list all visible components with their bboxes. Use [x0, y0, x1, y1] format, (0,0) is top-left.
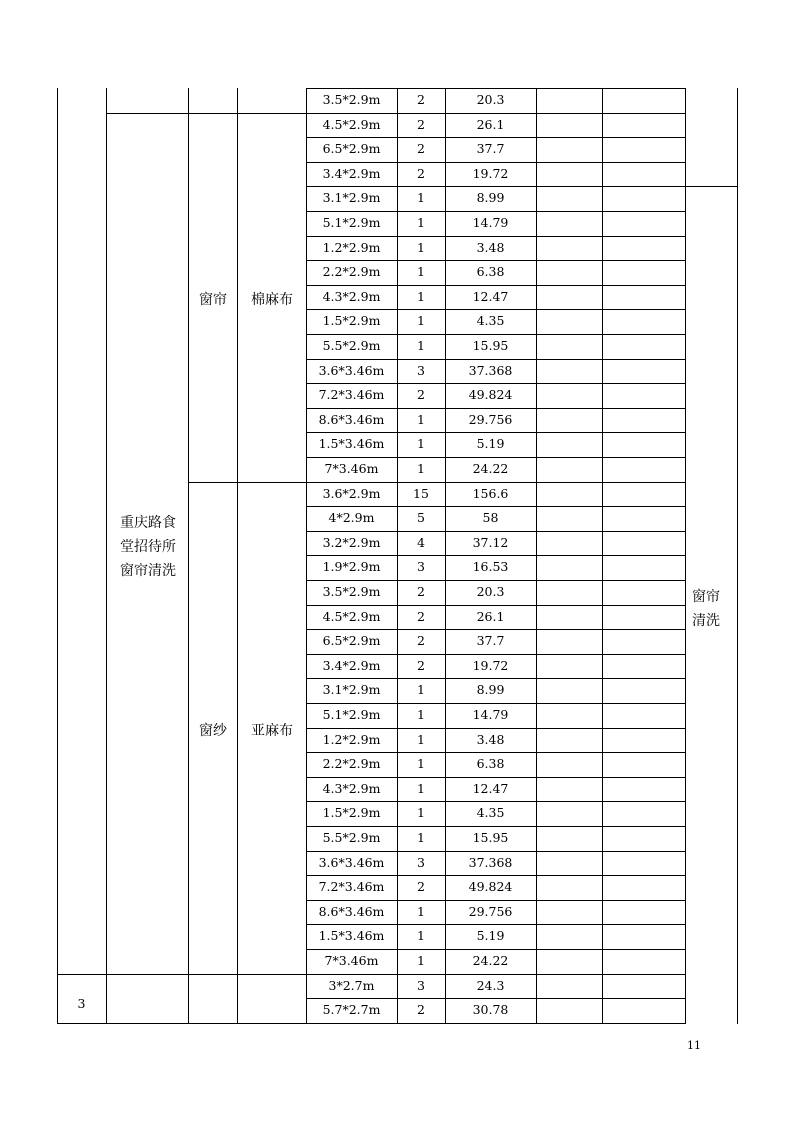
row-rule [306, 851, 686, 852]
cell-size: 1.5*3.46m [318, 928, 385, 943]
row-rule [306, 285, 686, 286]
cell-qty: 15 [413, 486, 429, 501]
cell-size: 6.5*2.9m [322, 633, 381, 648]
cell-area: 8.99 [476, 190, 505, 205]
cell-size: 3.6*3.46m [318, 855, 385, 870]
page-number: 11 [687, 1039, 701, 1052]
cell-size: 3.1*2.9m [322, 682, 381, 697]
row-rule [306, 334, 686, 335]
row-rule [306, 924, 686, 925]
cell-qty: 1 [417, 264, 425, 279]
cell-size: 1.5*3.46m [318, 436, 385, 451]
row-rule [57, 974, 306, 975]
cell-qty: 2 [417, 879, 425, 894]
cell-size: 8.6*3.46m [318, 904, 385, 919]
cell-area: 37.368 [468, 855, 513, 870]
row-rule [306, 309, 686, 310]
cell-qty: 1 [417, 289, 425, 304]
cell-size: 5.5*2.9m [322, 830, 381, 845]
cell-area: 37.7 [476, 633, 505, 648]
col-rule [602, 88, 603, 1024]
row-rule [306, 383, 686, 384]
cell-area: 5.19 [476, 436, 505, 451]
cell-qty: 1 [417, 240, 425, 255]
cell-size: 1.2*2.9m [322, 732, 381, 747]
cell-size: 4.5*2.9m [322, 609, 381, 624]
cell-qty: 1 [417, 781, 425, 796]
cell-qty: 1 [417, 805, 425, 820]
item-curtain-cell: 窗帘 [199, 292, 227, 308]
row-rule [306, 580, 686, 581]
cell-qty: 2 [417, 584, 425, 599]
cell-qty: 1 [417, 190, 425, 205]
row-rule [306, 605, 686, 606]
cell-qty: 3 [417, 363, 425, 378]
cell-qty: 2 [417, 92, 425, 107]
row-rule [306, 703, 686, 704]
cell-area: 8.99 [476, 682, 505, 697]
cell-area: 3.48 [476, 240, 505, 255]
col-rule [106, 88, 107, 1024]
cell-qty: 1 [417, 707, 425, 722]
cell-qty: 1 [417, 830, 425, 845]
cell-size: 3*2.7m [328, 978, 375, 993]
cell-qty: 1 [417, 756, 425, 771]
row-rule [306, 88, 686, 89]
cell-qty: 2 [417, 166, 425, 181]
cell-size: 5.1*2.9m [322, 707, 381, 722]
cell-qty: 5 [417, 510, 425, 525]
cell-area: 16.53 [472, 559, 509, 574]
cell-area: 19.72 [472, 166, 509, 181]
cell-size: 4*2.9m [328, 510, 375, 525]
row-rule [306, 998, 686, 999]
row-rule [306, 137, 686, 138]
cell-qty: 1 [417, 928, 425, 943]
cell-size: 3.6*3.46m [318, 363, 385, 378]
row-rule [306, 1023, 686, 1024]
cell-size: 1.2*2.9m [322, 240, 381, 255]
cell-qty: 2 [417, 1002, 425, 1017]
cell-qty: 1 [417, 338, 425, 353]
cell-area: 156.6 [472, 486, 509, 501]
row-rule [306, 728, 686, 729]
cell-area: 19.72 [472, 658, 509, 673]
cell-area: 30.78 [472, 1002, 509, 1017]
cell-size: 3.1*2.9m [322, 190, 381, 205]
cell-size: 1.5*2.9m [322, 805, 381, 820]
cell-size: 1.5*2.9m [322, 313, 381, 328]
row-rule [306, 408, 686, 409]
cell-qty: 2 [417, 387, 425, 402]
cell-area: 37.368 [468, 363, 513, 378]
cell-size: 6.5*2.9m [322, 141, 381, 156]
cell-area: 14.79 [472, 215, 509, 230]
cell-size: 5.1*2.9m [322, 215, 381, 230]
cell-area: 37.12 [472, 535, 509, 550]
cell-qty: 2 [417, 658, 425, 673]
row-rule [306, 506, 686, 507]
row-rule [306, 260, 686, 261]
cell-size: 7.2*3.46m [318, 387, 385, 402]
row-rule [306, 432, 686, 433]
cell-area: 12.47 [472, 781, 509, 796]
cell-qty: 1 [417, 436, 425, 451]
row-rule [306, 678, 686, 679]
cell-area: 4.35 [476, 313, 505, 328]
cell-size: 4.5*2.9m [322, 117, 381, 132]
row-rule [306, 555, 686, 556]
cell-area: 5.19 [476, 928, 505, 943]
col-rule [57, 88, 58, 1024]
cell-size: 7.2*3.46m [318, 879, 385, 894]
service-cell: 窗帘清洗 [692, 589, 720, 629]
cell-size: 2.2*2.9m [322, 264, 381, 279]
row-rule [306, 359, 686, 360]
row-rule [306, 457, 686, 458]
col-rule [737, 88, 738, 1024]
cell-size: 3.4*2.9m [322, 166, 381, 181]
cell-area: 15.95 [472, 830, 509, 845]
cell-qty: 3 [417, 978, 425, 993]
cell-qty: 1 [417, 313, 425, 328]
cell-area: 29.756 [468, 412, 513, 427]
cell-qty: 4 [417, 535, 425, 550]
cell-qty: 1 [417, 412, 425, 427]
row-rule [306, 875, 686, 876]
row-rule [57, 1023, 306, 1024]
cell-qty: 1 [417, 904, 425, 919]
cell-size: 2.2*2.9m [322, 756, 381, 771]
cell-area: 20.3 [476, 92, 505, 107]
item-sheer-cell: 窗纱 [199, 723, 227, 739]
row-rule [188, 482, 306, 483]
cell-size: 8.6*3.46m [318, 412, 385, 427]
cell-area: 37.7 [476, 141, 505, 156]
cell-size: 3.4*2.9m [322, 658, 381, 673]
cell-size: 3.5*2.9m [322, 92, 381, 107]
cell-qty: 1 [417, 732, 425, 747]
location-cell: 重庆路食堂招待所窗帘清洗 [120, 515, 176, 579]
row-rule [306, 629, 686, 630]
row-rule [306, 826, 686, 827]
cell-area: 20.3 [476, 584, 505, 599]
cell-area: 14.79 [472, 707, 509, 722]
cell-qty: 1 [417, 461, 425, 476]
cell-size: 5.7*2.7m [322, 1002, 381, 1017]
row-rule [306, 236, 686, 237]
cell-size: 7*3.46m [324, 953, 379, 968]
cell-size: 3.2*2.9m [322, 535, 381, 550]
cell-qty: 2 [417, 609, 425, 624]
cell-qty: 1 [417, 215, 425, 230]
cell-qty: 2 [417, 633, 425, 648]
row-rule [306, 900, 686, 901]
row-rule [306, 113, 686, 114]
cell-area: 26.1 [476, 609, 505, 624]
cell-area: 12.47 [472, 289, 509, 304]
cell-size: 4.3*2.9m [322, 781, 381, 796]
cell-qty: 2 [417, 117, 425, 132]
row-rule [306, 949, 686, 950]
cell-qty: 1 [417, 953, 425, 968]
cell-qty: 1 [417, 682, 425, 697]
cell-area: 4.35 [476, 805, 505, 820]
cell-area: 6.38 [476, 756, 505, 771]
cell-size: 5.5*2.9m [322, 338, 381, 353]
row-rule [306, 186, 686, 187]
row-rule [306, 777, 686, 778]
col-rule [536, 88, 537, 1024]
row-rule [306, 801, 686, 802]
row-rule [106, 113, 306, 114]
material-sheer-cell: 亚麻布 [251, 723, 293, 739]
cell-qty: 3 [417, 559, 425, 574]
cell-size: 3.5*2.9m [322, 584, 381, 599]
cell-area: 3.48 [476, 732, 505, 747]
next-index-cell: 3 [77, 996, 86, 1011]
cell-size: 7*3.46m [324, 461, 379, 476]
row-rule [306, 654, 686, 655]
cell-area: 49.824 [468, 387, 513, 402]
cell-area: 24.3 [476, 978, 505, 993]
cell-area: 58 [482, 510, 499, 525]
row-rule [306, 752, 686, 753]
row-rule [306, 531, 686, 532]
cell-area: 24.22 [472, 461, 509, 476]
cell-area: 49.824 [468, 879, 513, 894]
cell-qty: 2 [417, 141, 425, 156]
cell-qty: 3 [417, 855, 425, 870]
cell-size: 1.9*2.9m [322, 559, 381, 574]
col-rule [685, 88, 686, 1024]
cell-area: 24.22 [472, 953, 509, 968]
cell-area: 15.95 [472, 338, 509, 353]
cell-area: 26.1 [476, 117, 505, 132]
col-rule [237, 88, 238, 1024]
material-curtain-cell: 棉麻布 [251, 292, 293, 308]
row-rule [306, 211, 686, 212]
row-rule [685, 186, 738, 187]
cell-size: 4.3*2.9m [322, 289, 381, 304]
cell-area: 6.38 [476, 264, 505, 279]
cell-area: 29.756 [468, 904, 513, 919]
row-rule [306, 974, 686, 975]
row-rule [306, 162, 686, 163]
row-rule [306, 482, 686, 483]
cell-size: 3.6*2.9m [322, 486, 381, 501]
col-rule [188, 88, 189, 1024]
